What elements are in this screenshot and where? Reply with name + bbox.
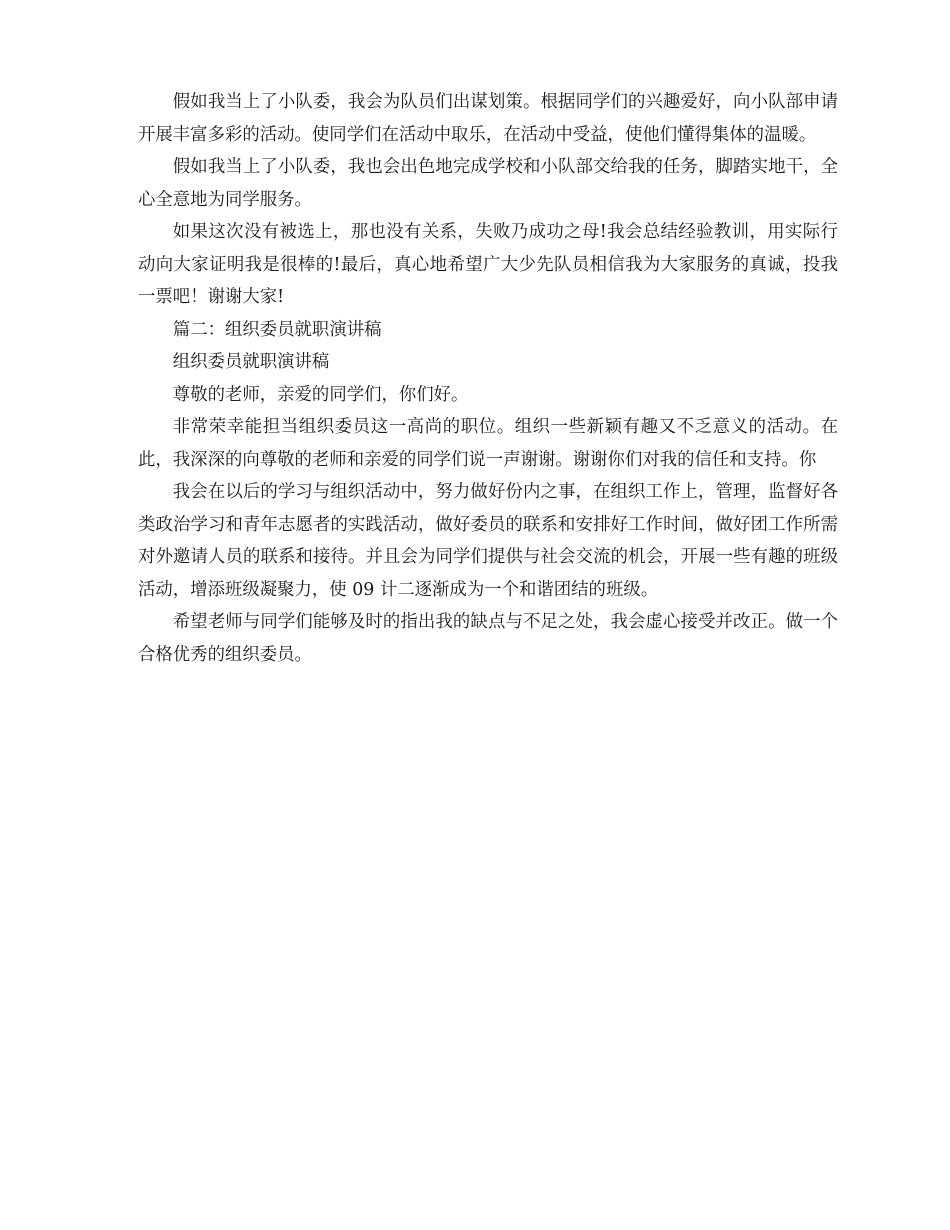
paragraph-8: 我会在以后的学习与组织活动中，努力做好份内之事，在组织工作上，管理，监督好各类政治学习和青年志愿者的实践活动，做好委员的联系和安排好工作时间，做好团工作所需对外邀请人员的联系和接待。并且会为同学们提供与社会交流的机会，开展一些有趣的班级活动，增添班级凝聚力，使 09 计二逐渐成为一个和谐团结的班级。	[138, 482, 838, 600]
document-page	[138, 86, 838, 671]
paragraph-1: 假如我当上了小队委，我会为队员们出谋划策。根据同学们的兴趣爱好，向小队部申请开展丰富多彩的活动。使同学们在活动中取乐，在活动中受益，使他们懂得集体的温暖。	[138, 92, 838, 145]
section-heading: 篇二：组织委员就职演讲稿	[172, 319, 382, 340]
paragraph-9: 希望老师与同学们能够及时的指出我的缺点与不足之处，我会虚心接受并改正。做一个合格优秀的组织委员。	[138, 612, 838, 665]
paragraph-3: 如果这次没有被选上，那也没有关系，失败乃成功之母!我会总结经验教训，用实际行动向大家证明我是很棒的!最后，真心地希望广大少先队员相信我为大家服务的真诚，投我一票吧！谢谢大家!	[138, 222, 838, 307]
speech-title: 组织委员就职演讲稿	[172, 352, 330, 372]
paragraph-2: 假如我当上了小队委，我也会出色地完成学校和小队部交给我的任务，脚踏实地干，全心全意地为同学服务。	[138, 157, 838, 210]
salutation: 尊敬的老师，亲爱的同学们，你们好。	[172, 384, 469, 405]
paragraph-7: 非常荣幸能担当组织委员这一高尚的职位。组织一些新颖有趣又不乏意义的活动。在此，我深深的向尊敬的老师和亲爱的同学们说一声谢谢。谢谢你们对我的信任和支持。你	[138, 417, 838, 470]
